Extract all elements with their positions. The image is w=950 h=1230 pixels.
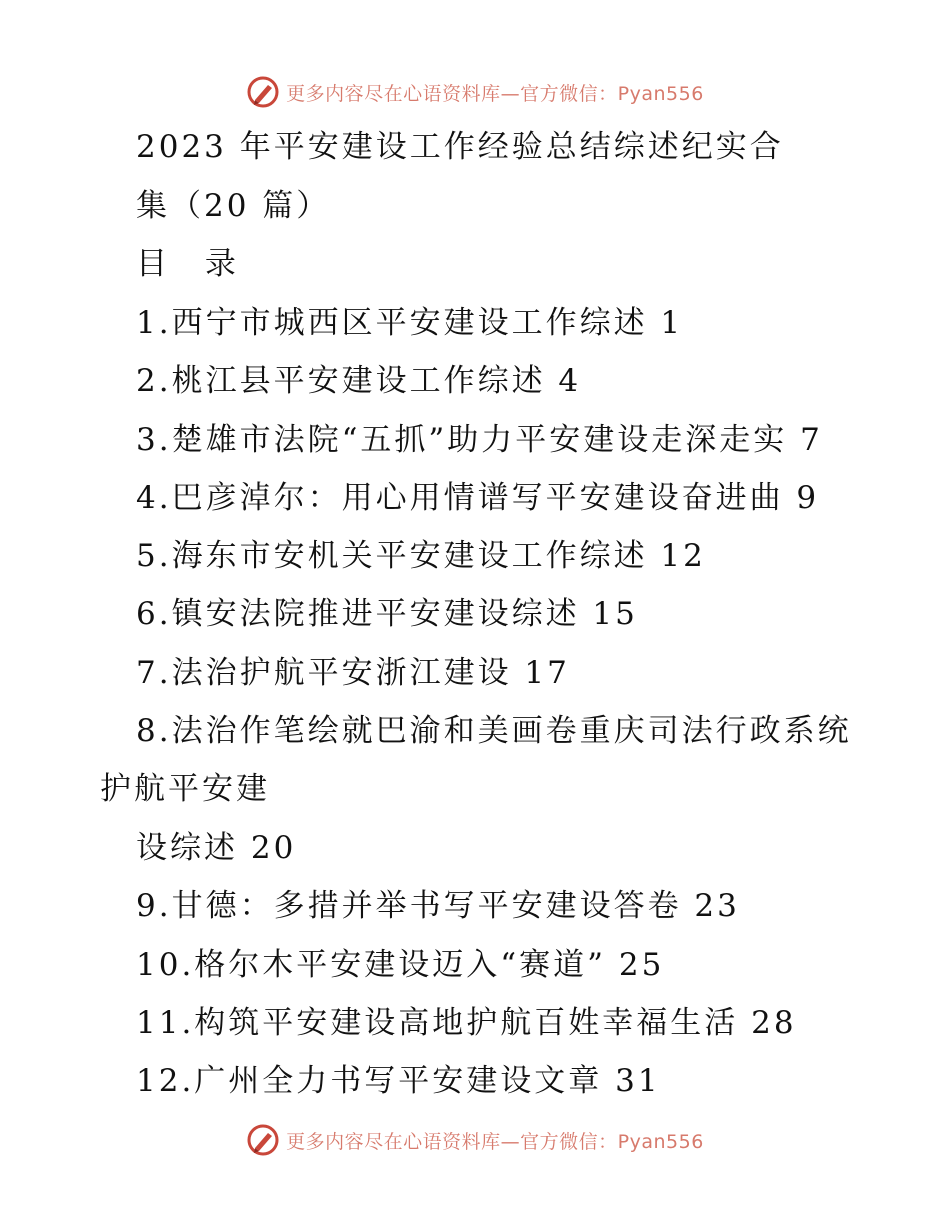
toc-item: 5.海东市安机关平安建设工作综述 12 <box>136 538 706 574</box>
toc-item: 9.甘德：多措并举书写平安建设答卷 23 <box>136 888 740 924</box>
document-title-line-2: 集（20 篇） <box>136 188 331 224</box>
toc-heading: 目 录 <box>136 246 250 282</box>
pen-nib-circle-icon <box>246 75 280 109</box>
toc-item: 2.桃江县平安建设工作综述 4 <box>136 363 582 399</box>
toc-item-continuation: 护航平安建 <box>100 771 270 807</box>
header-watermark <box>0 70 950 114</box>
pen-nib-circle-icon <box>246 1123 280 1157</box>
toc-item: 1.西宁市城西区平安建设工作综述 1 <box>136 305 684 341</box>
toc-item: 3.楚雄市法院“五抓”助力平安建设走深走实 7 <box>136 422 823 458</box>
document-title-line-1: 2023 年平安建设工作经验总结综述纪实合 <box>136 129 784 165</box>
toc-item: 4.巴彦淖尔：用心用情谱写平安建设奋进曲 9 <box>136 480 820 516</box>
toc-item-continuation: 设综述 20 <box>136 830 297 866</box>
footer-watermark <box>0 1118 950 1162</box>
toc-item: 10.格尔木平安建设迈入“赛道” 25 <box>136 947 665 983</box>
toc-item: 7.法治护航平安浙江建设 17 <box>136 655 570 691</box>
toc-item: 6.镇安法院推进平安建设综述 15 <box>136 596 638 632</box>
watermark-text: 更多内容尽在心语资料库—官方微信：Pyan556 <box>286 82 704 105</box>
toc-item: 11.构筑平安建设高地护航百姓幸福生活 28 <box>136 1005 797 1041</box>
watermark-text: 更多内容尽在心语资料库—官方微信：Pyan556 <box>286 1130 704 1153</box>
toc-item: 12.广州全力书写平安建设文章 31 <box>136 1063 661 1099</box>
toc-item: 8.法治作笔绘就巴渝和美画卷重庆司法行政系统 <box>136 713 852 749</box>
